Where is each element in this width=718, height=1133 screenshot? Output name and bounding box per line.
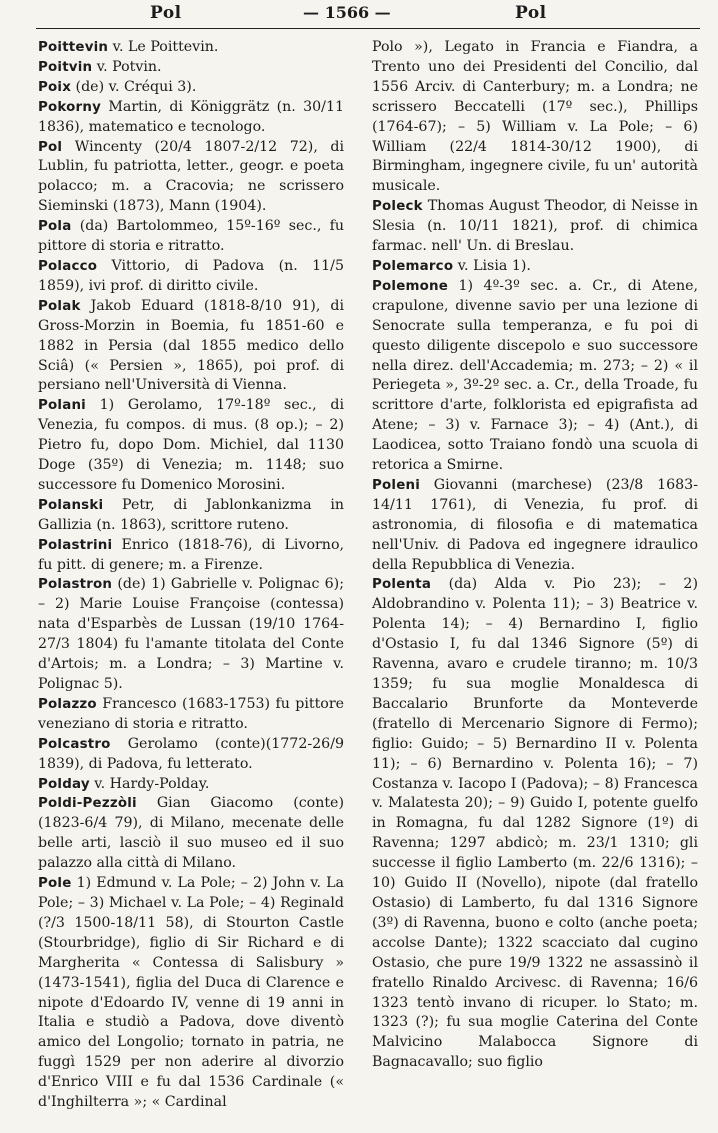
headword: Pola (38, 219, 72, 235)
headword: Polemone (372, 278, 449, 294)
entry-text: Gian Giacomo (conte) (1823-6/4 79), di Milano, mecenate delle belle arti, lasciò il suo museo ed il suo palazzo alla città di Milano. (38, 795, 344, 872)
headword: Polastron (38, 577, 113, 593)
entry (38, 78, 344, 98)
headword: Polak (38, 298, 81, 314)
entry-continuation (372, 38, 698, 197)
headword: Pole (38, 876, 72, 892)
page-header (0, 0, 718, 30)
entry (372, 257, 698, 277)
entry-text: v. Le Poittevin. (108, 39, 219, 55)
entry-text: Martin, di Königgrätz (n. 30/11 1836), matematico e tecnologo. (38, 98, 344, 135)
entry (38, 257, 344, 297)
headword: Polani (38, 398, 86, 414)
entry (38, 874, 344, 1113)
entry-text: 1) Gerolamo, 17º-18º sec., di Venezia, fu compos. di mus. (8 op.); – 2) Pietro fu, dopo Dom. Michiel, dal 1130 Doge (35º) di Venezia; m. 1148; suo successore fu Domenico Morosini. (38, 397, 344, 493)
entry-text: Giovanni (marchese) (23/8 1683-14/11 1761), di Venezia, fu prof. di astronomia, di filosofia e di matematica nell'Univ. di Padova ed ingegnere idraulico della Repubblica di Venezia. (372, 476, 698, 573)
running-head-right: Pol (515, 3, 547, 23)
entry (38, 575, 344, 694)
entry (38, 496, 344, 536)
entry-text: v. Hardy-Polday. (89, 775, 210, 792)
headword: Polacco (38, 258, 98, 274)
entry-text: Vittorio, di Padova (n. 11/5 1859), ivi prof. di diritto civile. (38, 257, 344, 294)
headword: Poittevin (38, 40, 109, 55)
entry-text: 1) Edmund v. La Pole; – 2) John v. La Pole; – 3) Michael v. La Pole; – 4) Reginald (?/3 1500-18/11 58), di Stourton Castle (Stourbridge), figlio di Sir Richard e di Margherita « Contessa di Salisbury » (1473-1541), figlia del Duca di Clarence e nipote d'Edoardo IV, venne di 19 anni in Italia e studiò a Padova, dove diventò amico del Longolio; tornato in patria, ne fuggì 1529 per non aderire al divorzio d'Enrico VIII e fu dal 1536 Cardinale (« d'Inghilterra »; « Cardinal (38, 875, 344, 1111)
entry (38, 794, 344, 874)
entry (372, 277, 698, 476)
entry-text: (da) Bartolommeo, 15º-16º sec., fu pittore di storia e ritratto. (38, 218, 344, 255)
entry-text: Wincenty (20/4 1807-2/12 72), di Lublin, fu patriotta, letter., geogr. e poeta polacco; m. a Cracovia; ne scrissero Sieminski (1873), Mann (1904). (38, 138, 344, 215)
entry-text: Polo »), Legato in Francia e Fiandra, a Trento uno dei Presidenti del Concilio, dal 1556 Arciv. di Canterbury; m. a Londra; ne scrissero Beccatelli (17º sec.), Phillips (1764-67); – 5) William v. La Pole; – 6) William (22/4 1814-30/12 1900), di Birmingham, ingegnere civile, fu un' autorità musicale. (372, 39, 698, 195)
entry-text: Jakob Eduard (1818-8/10 91), di Gross-Morzin in Boemia, fu 1851-60 e 1882 in Persia (dal 1855 medico dello Sciâ) (« Persien », 1865), poi prof. di persiano nell'Università di Vienna. (38, 297, 344, 394)
entry-text: Thomas August Theodor, di Neisse in Slesia (n. 10/11 1821), prof. di chimica farmac. nell' Un. di Breslau. (372, 198, 698, 255)
headword: Polanski (38, 497, 104, 513)
entry-text: (da) Alda v. Pio 23); – 2) Aldobrandino v. Polenta 11); – 3) Beatrice v. Polenta 14); – 4) Bernardino I, figlio d'Ostasio I, fu dal 1346 Signore (5º) di Ravenna, avaro e crudele tiranno; m. 10/3 1359; fu sua moglie Monaldesca di Baccalario Brunforte da Monteverde (fratello di Mercenario Signore di Fermo); figlio: Guido; – 5) Bernardino II v. Polenta 11); – 6) Bernardino v. Polenta 16); – 7) Costanza v. Iacopo I (Padova); – 8) Francesca v. Malatesta 20); – 9) Guido I, potente guelfo in Romagna, fu dal 1282 Signore (1º) di Ravenna; 1297 abdicò; m. 23/1 1310; gli successe il figlio Lamberto (m. 22/6 1316); – 10) Guido II (Novello), nipote (dal fratello Ostasio) di Lamberto, fu dal 1316 Signore (3º) di Ravenna, buono e colto (anche poeta; accolse Dante); 1322 scacciato dal cugino Ostasio, che pure 19/9 1322 ne assassinò il fratello Rinaldo Arcivesc. di Ravenna; 16/6 1323 tentò invano di ricuper. lo Stato; m. 1323 (?); fu sua moglie Caterina del Conte Malvicino Malabocca Signore di Bagnacavallo; suo figlio (372, 576, 698, 1071)
headword: Poix (38, 79, 72, 95)
entry (38, 536, 344, 576)
page-number: — 1566 — (303, 3, 391, 22)
headword: Polazzo (38, 696, 97, 712)
entry (38, 138, 344, 218)
header-rule (36, 28, 700, 29)
headword: Polenta (372, 577, 432, 593)
headword: Polcastro (38, 736, 111, 752)
entry (38, 98, 344, 138)
headword: Poitvin (38, 59, 93, 75)
entry-text: Enrico (1818-76), di Livorno, fu pitt. di genere; m. a Firenze. (38, 536, 344, 573)
headword: Polemarco (372, 258, 454, 274)
entry-text: v. Lisia 1). (453, 257, 531, 274)
entry-text: Francesco (1683-1753) fu pittore veneziano di storia e ritratto. (38, 695, 344, 732)
headword: Poleni (372, 477, 421, 493)
entry (372, 197, 698, 257)
headword: Polday (38, 776, 90, 792)
headword: Poleck (372, 199, 423, 215)
entry (38, 38, 344, 58)
entry-text: 1) 4º-3º sec. a. Cr., di Atene, crapulone, divenne savio per una lezione di Senocrate sulla temperanza, e fu poi di questo diligente discepolo e suo successore nella direz. dell'Accademia; m. 273; – 2) « il Periegeta », 3º-2º sec. a. Cr., della Troade, fu scrittore d'arte, folklorista ed epigrafista ad Atene; – 3) v. Farnace 3); – 4) (Ant.), di Laodicea, sotto Traiano fondò una scuola di retorica a Smirne. (372, 277, 698, 474)
entry (38, 217, 344, 257)
right-column (372, 38, 698, 1073)
left-column (38, 38, 344, 1113)
headword: Poldi-Pezzòli (38, 796, 137, 812)
running-head-left: Pol (150, 3, 182, 23)
entry (38, 297, 344, 397)
headword: Pol (38, 139, 63, 155)
entry (38, 695, 344, 735)
entry (372, 476, 698, 576)
entry-text: Petr, di Jablonkanizma in Gallizia (n. 1863), scrittore ruteno. (38, 496, 344, 533)
entry (38, 58, 344, 78)
headword: Pokorny (38, 99, 102, 115)
entry (38, 735, 344, 775)
entry (38, 775, 344, 795)
entry-text: Gerolamo (conte)(1772-26/9 1839), di Padova, fu letterato. (38, 735, 344, 772)
entry (372, 575, 698, 1073)
entry (38, 396, 344, 496)
entry-text: v. Potvin. (92, 58, 162, 75)
headword: Polastrini (38, 537, 113, 553)
entry-text: (de) 1) Gabrielle v. Polignac 6); – 2) Marie Louise Françoise (contessa) nata d'Esparbès de Lussan (19/10 1764-27/3 1804) fu l'amante titolata del Conte d'Artois; m. a Londra; – 3) Martine v. Polignac 5). (38, 576, 344, 692)
entry-text: (de) v. Créqui 3). (71, 78, 197, 95)
